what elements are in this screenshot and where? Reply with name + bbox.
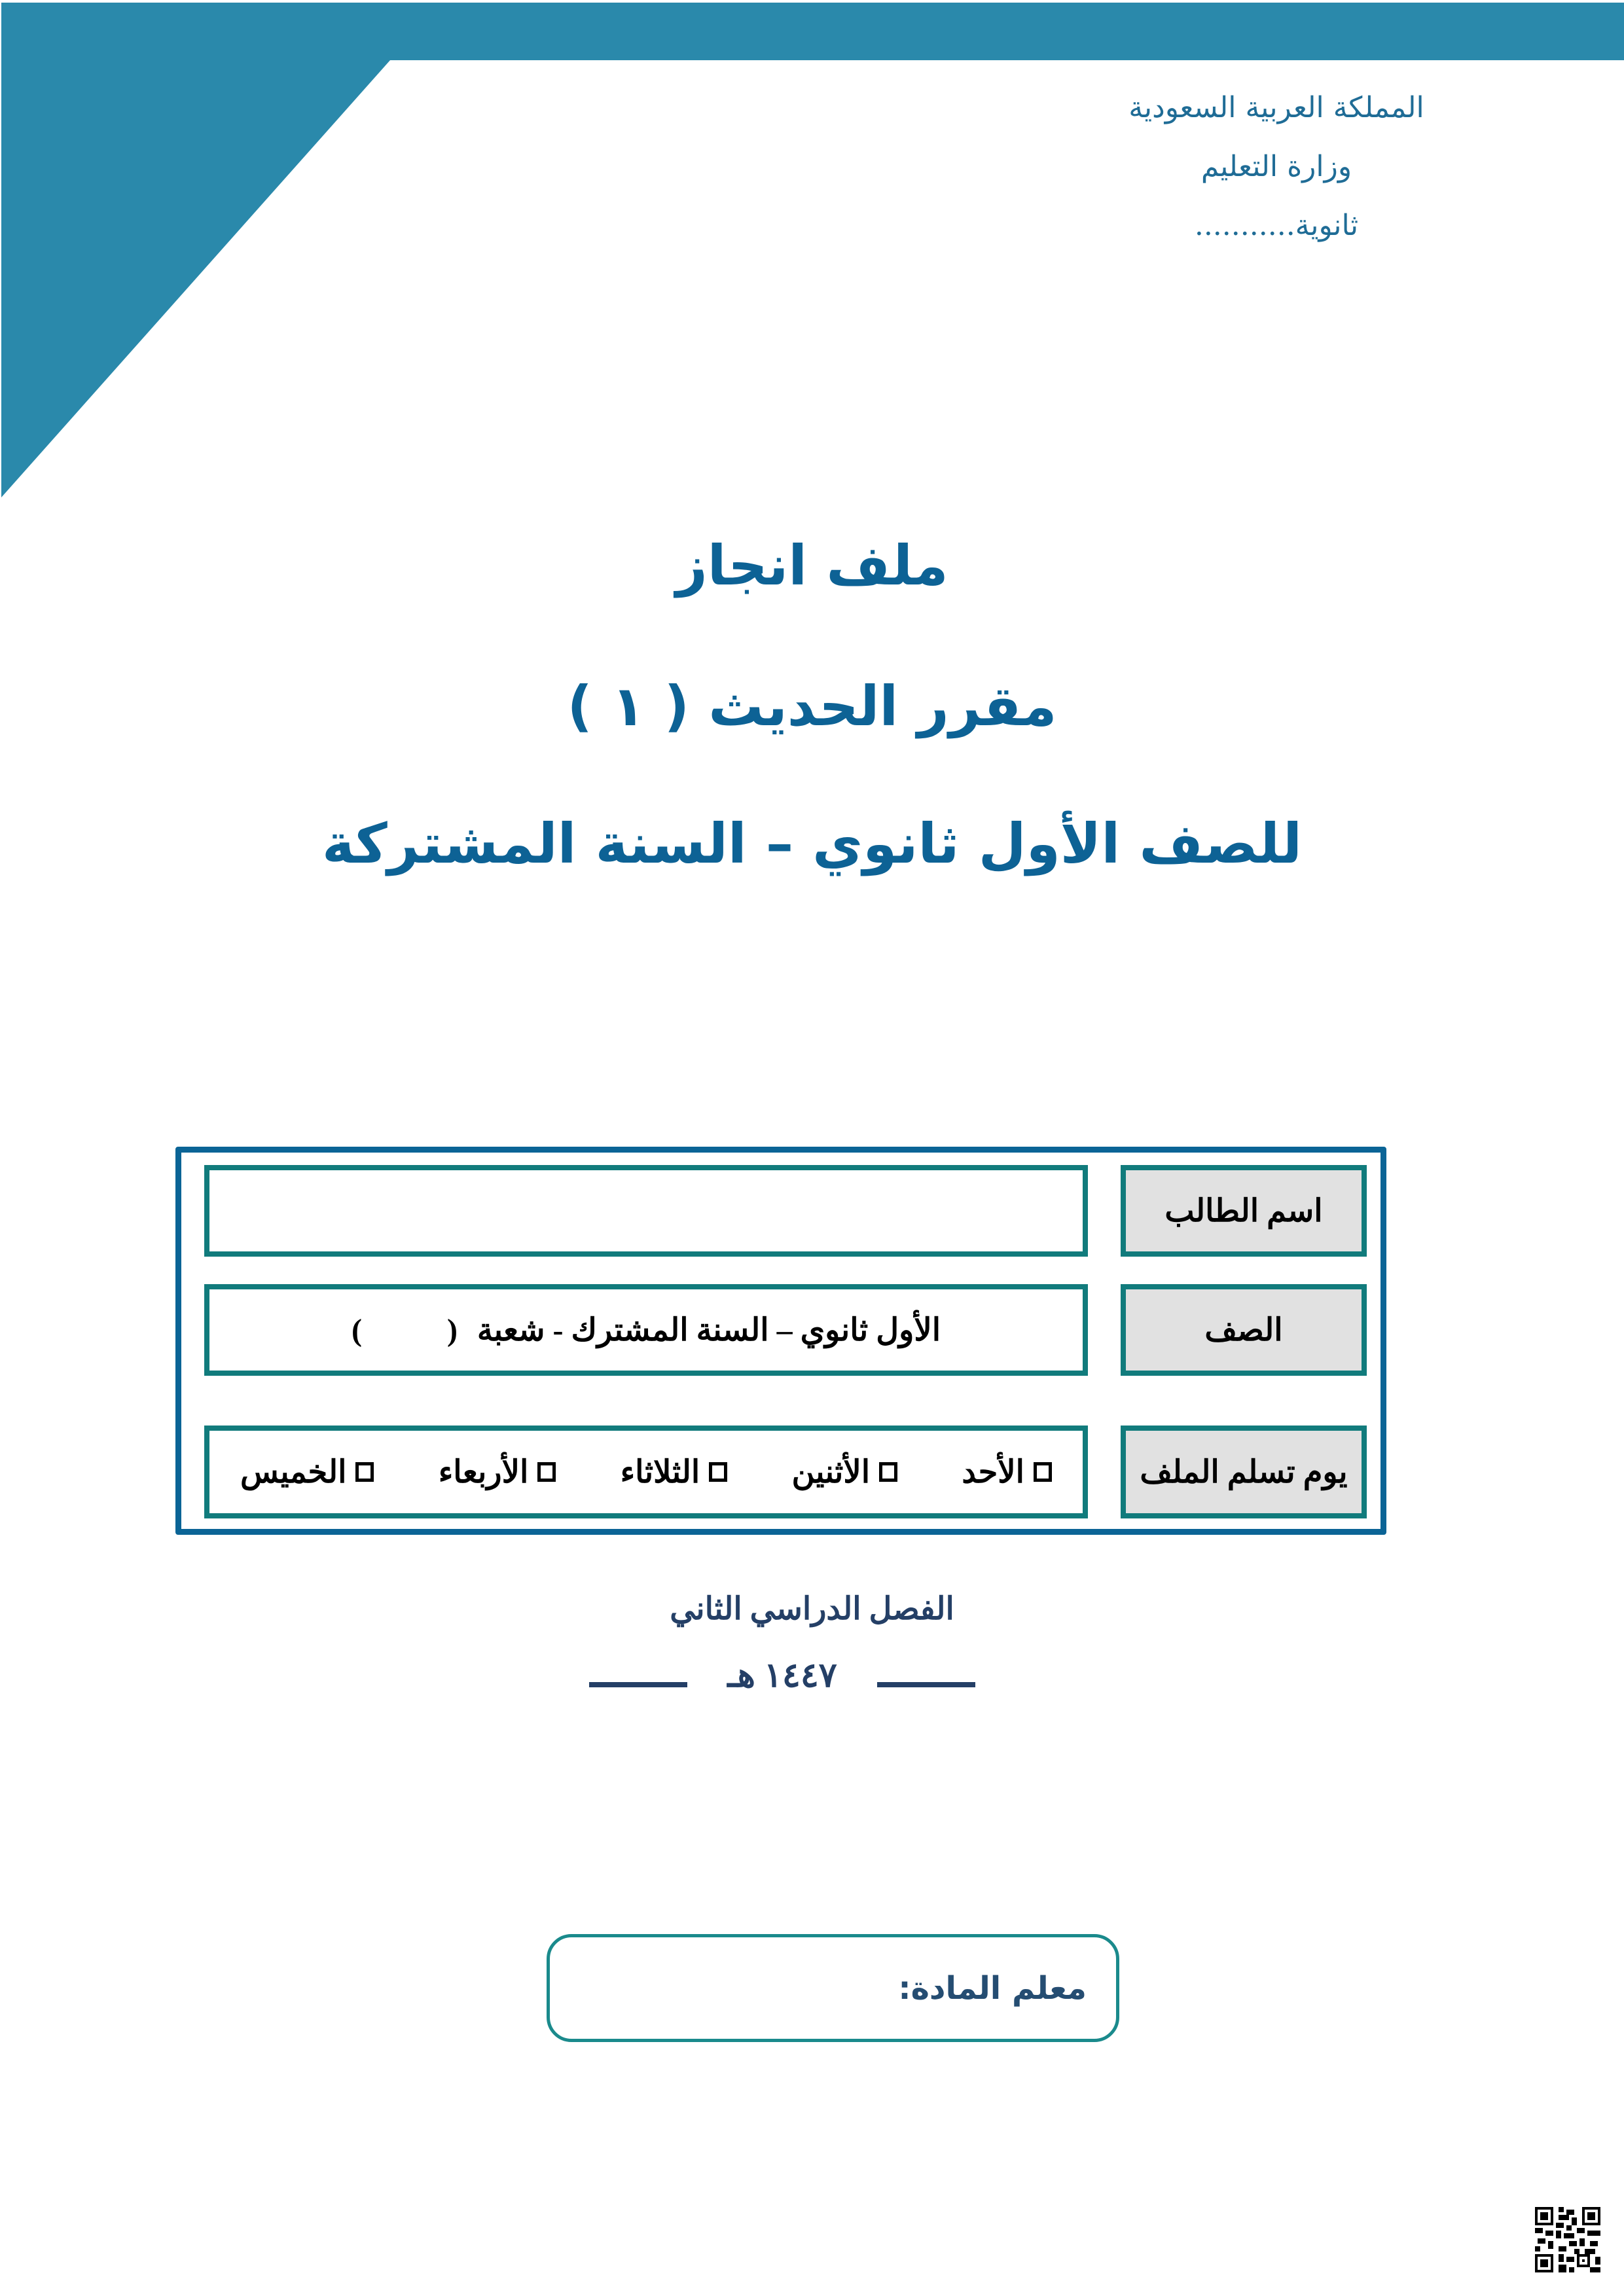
checkbox-icon[interactable]	[709, 1462, 727, 1482]
day-option-wednesday[interactable]: الأربعاء	[439, 1454, 556, 1490]
grade-text: الأول ثانوي – السنة المشترك - شعبة	[477, 1313, 941, 1348]
section-paren-open: (	[446, 1312, 458, 1348]
school-name: ثانوية...........	[1194, 209, 1359, 242]
grade-title: للصف الأول ثانوي – السنة المشتركة	[321, 812, 1303, 876]
student-name-field[interactable]	[204, 1165, 1088, 1257]
checkbox-icon[interactable]	[355, 1462, 374, 1482]
receive-day-field	[204, 1426, 1088, 1518]
student-name-label: اسم الطالب	[1121, 1165, 1367, 1257]
page-title: ملف انجاز	[676, 533, 948, 598]
checkbox-icon[interactable]	[537, 1462, 556, 1482]
qr-code-icon	[1535, 2207, 1600, 2272]
year-text: ١٤٤٧ هـ	[727, 1657, 837, 1695]
grade-label: الصف	[1121, 1284, 1367, 1376]
checkbox-icon[interactable]	[1034, 1462, 1052, 1482]
ministry-name: وزارة التعليم	[1200, 150, 1352, 183]
semester-label: الفصل الدراسي الثاني	[670, 1592, 954, 1626]
day-option-sunday[interactable]: الأحد	[962, 1454, 1052, 1490]
divider	[877, 1682, 975, 1687]
teacher-box[interactable]	[547, 1934, 1119, 2042]
kingdom-name: المملكة العربية السعودية	[1128, 91, 1424, 124]
day-options	[240, 1454, 1052, 1490]
grade-value	[352, 1312, 941, 1348]
day-option-tuesday[interactable]: الثلاثاء	[621, 1454, 728, 1490]
day-option-thursday[interactable]: الخميس	[240, 1454, 374, 1490]
section-paren-close: )	[351, 1312, 362, 1348]
course-title: مقرر الحديث ( ١ )	[567, 674, 1057, 738]
hijri-year	[589, 1653, 975, 1698]
day-option-monday[interactable]: الأثنين	[792, 1454, 898, 1490]
divider	[589, 1682, 687, 1687]
grade-field[interactable]	[204, 1284, 1088, 1376]
ministry-header	[1126, 79, 1427, 255]
receive-day-label: يوم تسلم الملف	[1121, 1426, 1367, 1518]
teacher-label: معلم المادة:	[898, 1969, 1087, 2007]
checkbox-icon[interactable]	[879, 1462, 897, 1482]
